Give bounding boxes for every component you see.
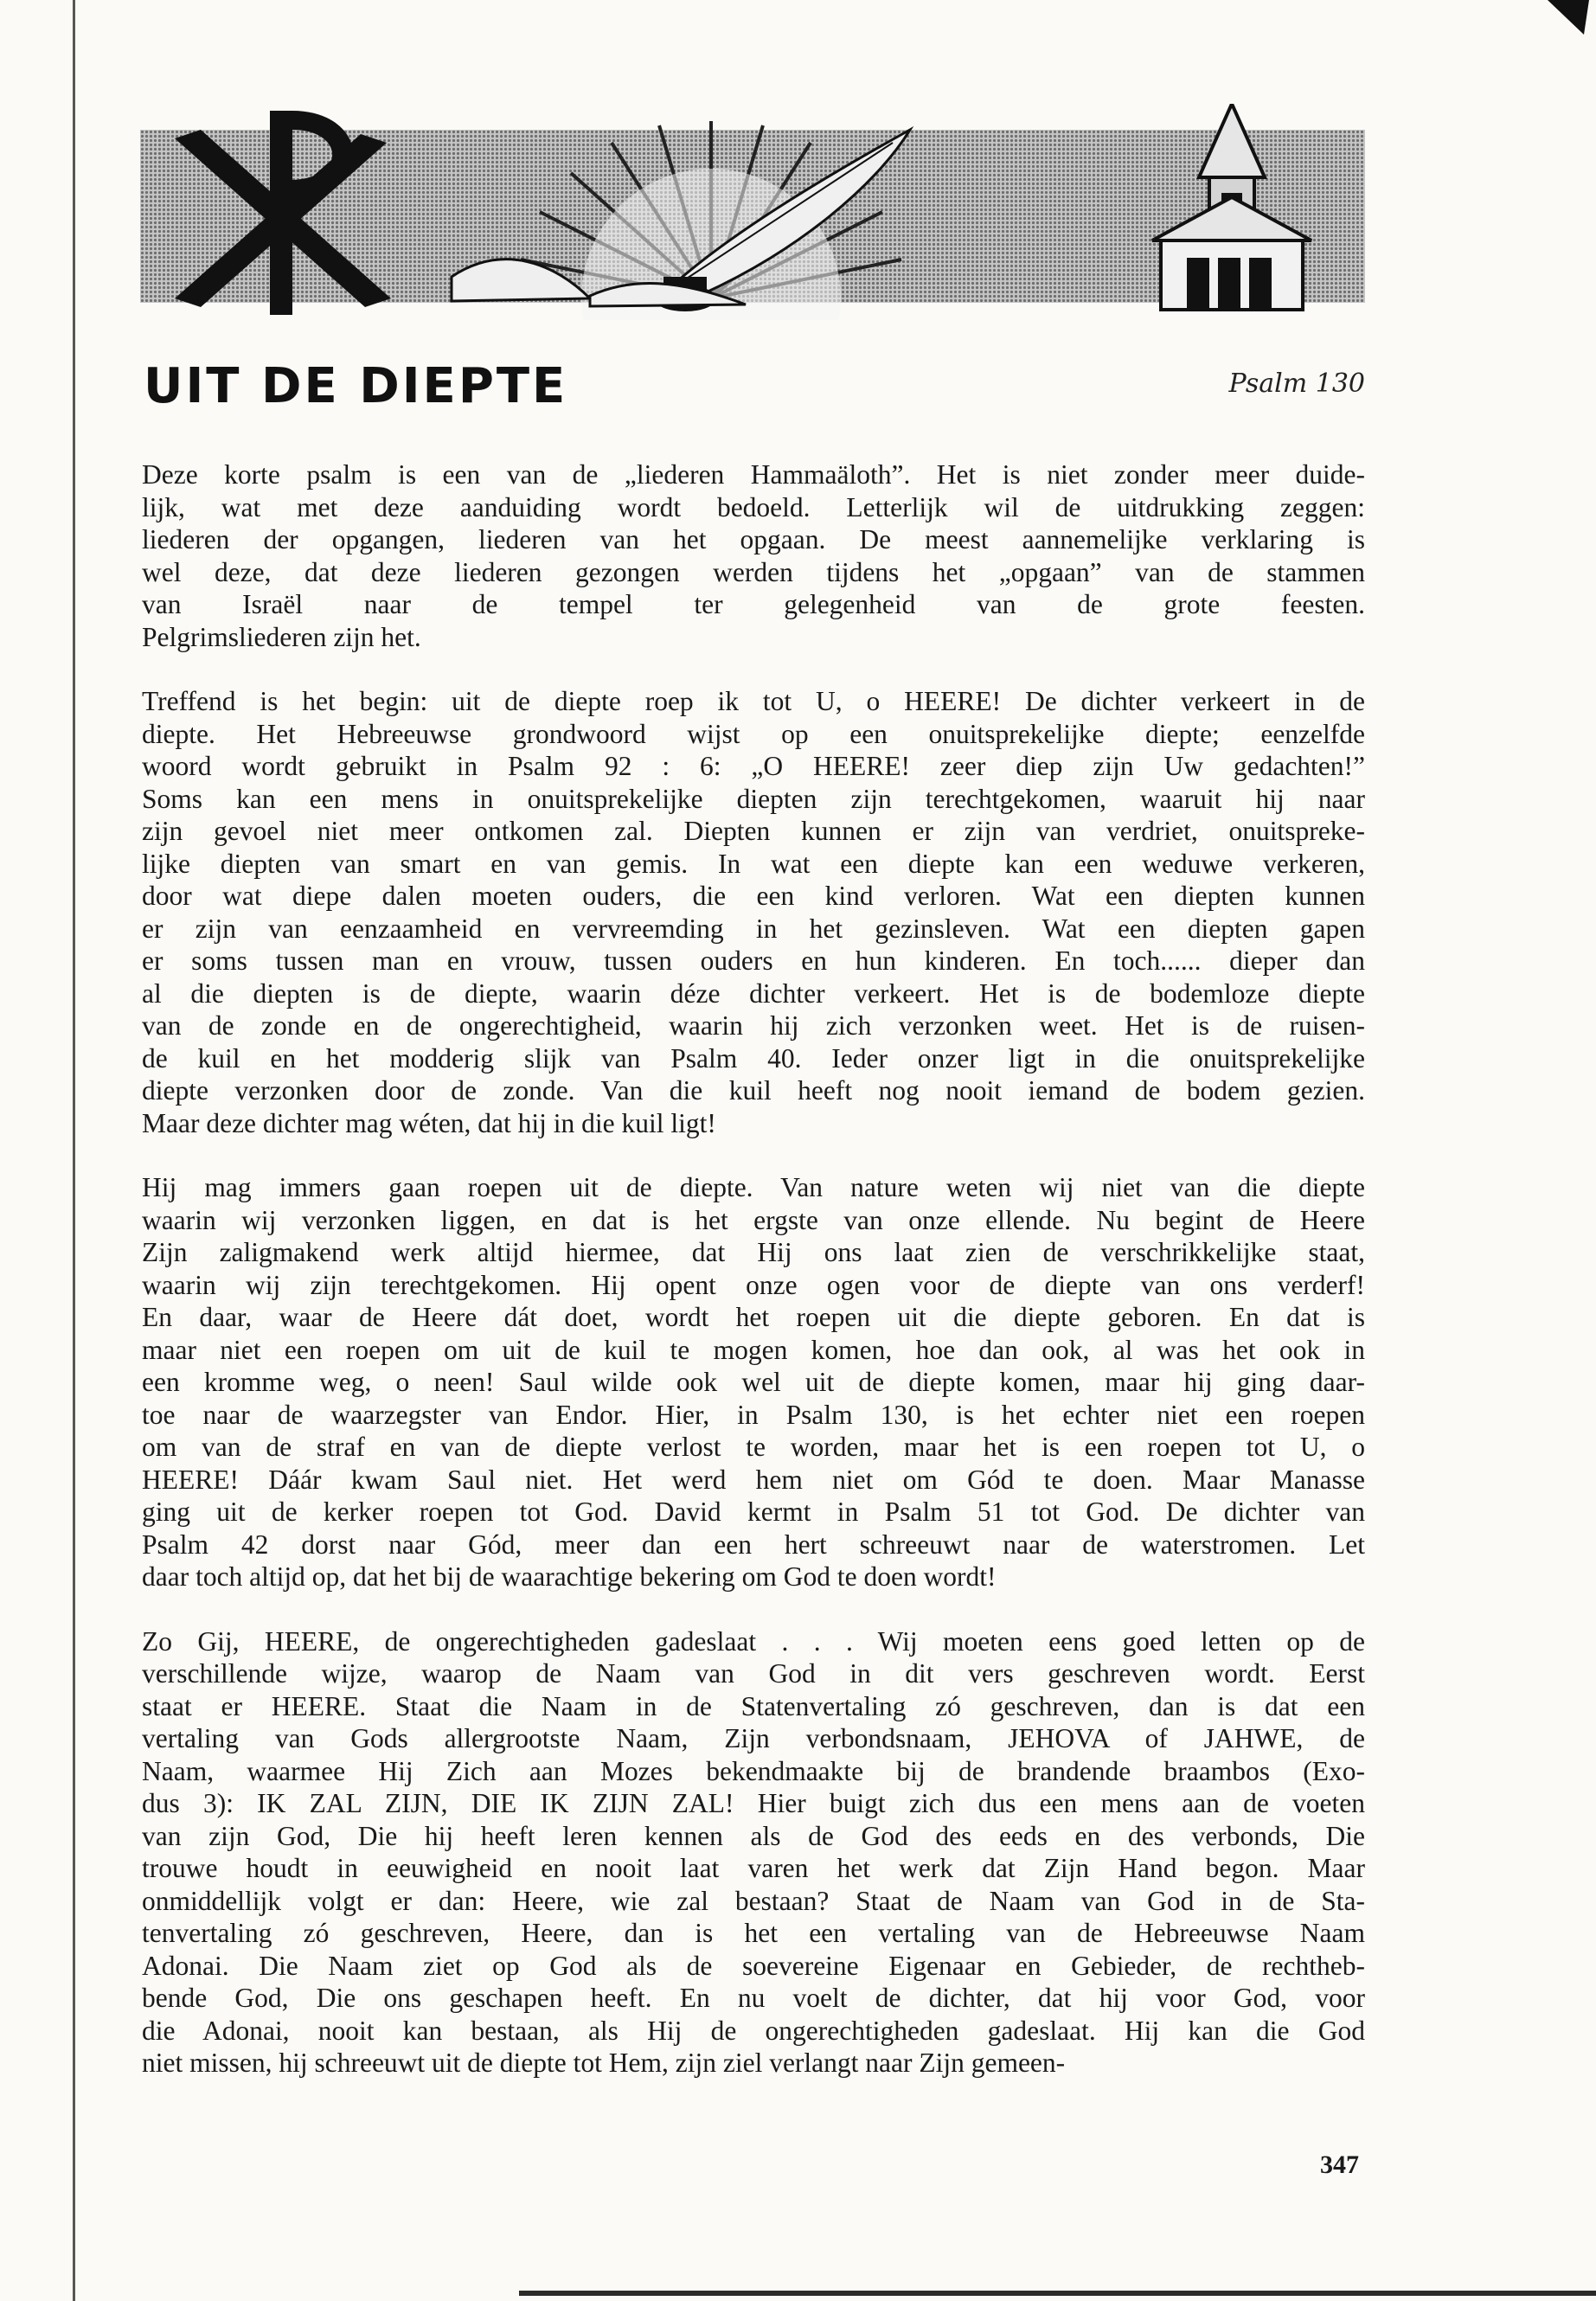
text-line: om van de straf en van de diepte verlost te worden, maar het is een roepen tot U, o (142, 1432, 1365, 1462)
text-line: daar toch altijd op, dat het bij de waarachtige bekering om God te doen wordt! (142, 1561, 997, 1592)
text-line: ging uit de kerker roepen tot God. David kermt in Psalm 51 tot God. De dichter van (142, 1497, 1365, 1527)
bottom-edge-rule (519, 2291, 1596, 2296)
text-line: al die diepten is de diepte, waarin déze dichter verkeert. Het is de bodemloze diepte (142, 977, 1365, 1009)
text-line: tenvertaling zó geschreven, Heere, dan is het een vertaling van de Hebreeuwse Naam (142, 1918, 1365, 1948)
text-line: de kuil en het modderig slijk van Psalm 40. Ieder onzer ligt in die onuitsprekelijke (142, 1042, 1365, 1074)
corner-triangle-mark (1548, 0, 1589, 35)
text-line: Treffend is het begin: uit de diepte roep ik tot U, o HEERE! De dichter verkeert in de (142, 686, 1365, 716)
text-line: verschillende wijze, waarop de Naam van God in dit vers geschreven wordt. Eerst (142, 1658, 1365, 1689)
text-line: wel deze, dat deze liederen gezongen werden tijdens het „opgaan” van de stammen (142, 556, 1365, 587)
text-line: diepte. Het Hebreeuwse grondwoord wijst op een onuitsprekelijke diepte; eenzelfde (142, 718, 1365, 749)
text-line: Zo Gij, HEERE, de ongerechtigheden gadeslaat . . . Wij moeten eens goed letten op de (142, 1625, 1365, 1657)
text-line: waarin wij zijn terechtgekomen. Hij opent onze ogen voor de diepte van ons verderf! (142, 1269, 1365, 1300)
text-line: toe naar de waarzegster van Endor. Hier, in Psalm 130, is het echter niet een roepen (142, 1399, 1365, 1430)
text-line: Pelgrimsliederen zijn het. (142, 621, 421, 652)
text-line: staat er HEERE. Staat die Naam in de Statenvertaling zó geschreven, dan is dat een (142, 1690, 1365, 1721)
text-line: En daar, waar de Heere dát doet, wordt het roepen uit die diepte geboren. En dat is (142, 1302, 1365, 1332)
text-line: zijn gevoel niet meer ontkomen zal. Diepten kunnen er zijn van verdriet, onuitspreke- (142, 816, 1365, 846)
header-banner (140, 104, 1365, 320)
text-line: van Israël naar de tempel ter gelegenheid van de grote feesten. (142, 589, 1365, 619)
text-line: lijke diepten van smart en van gemis. In wat een diepte kan een weduwe verkeren, (142, 848, 1365, 879)
text-line: Zijn zaligmakend werk altijd hiermee, dat Hij ons laat zien de verschrikkelijke staat, (142, 1237, 1365, 1267)
paragraph (142, 1625, 1365, 2080)
text-line: Adonai. Die Naam ziet op God als de soevereine Eigenaar en Gebieder, de rechtheb- (142, 1950, 1365, 1981)
text-line: Maar deze dichter mag wéten, dat hij in die kuil ligt! (142, 1107, 716, 1138)
paragraph (142, 458, 1365, 653)
text-line: Psalm 42 dorst naar Gód, meer dan een hert schreeuwt naar de waterstromen. Let (142, 1529, 1365, 1560)
text-line: HEERE! Dáár kwam Saul niet. Het werd hem niet om Gód te doen. Maar Manasse (142, 1464, 1365, 1495)
text-line: diepte verzonken door de zonde. Van die kuil heeft nog nooit iemand de bodem gezien. (142, 1075, 1365, 1106)
text-line: die Adonai, nooit kan bestaan, als Hij de ongerechtigheden gadeslaat. Hij kan die God (142, 2015, 1365, 2046)
text-line: bende God, Die ons geschapen heeft. En nu voelt de dichter, dat hij voor God, voor (142, 1983, 1365, 2013)
text-line: er soms tussen man en vrouw, tussen ouders en hun kinderen. En toch...... dieper dan (142, 945, 1365, 976)
text-line: van zijn God, Die hij heeft leren kennen als de God des eeds en des verbonds, Die (142, 1820, 1365, 1851)
paragraph (142, 1171, 1365, 1593)
text-line: waarin wij verzonken liggen, en dat is het ergste van onze ellende. Nu begint de Heere (142, 1204, 1365, 1235)
article-body (142, 458, 1365, 2112)
page-number: 347 (1320, 2150, 1359, 2179)
text-line: Naam, waarmee Hij Zich aan Mozes bekendmaakte bij de brandende braambos (Exo- (142, 1755, 1365, 1786)
text-line: lijk, wat met deze aanduiding wordt bedoeld. Letterlijk wil de uitdrukking zeggen: (142, 491, 1365, 522)
text-line: maar niet een roepen om uit de kuil te mogen komen, hoe dan ook, al was het ook in (142, 1334, 1365, 1365)
text-line: trouwe houdt in eeuwigheid en nooit laat varen het werk dat Zijn Hand begon. Maar (142, 1853, 1365, 1883)
text-line: Soms kan een mens in onuitsprekelijke diepten zijn terechtgekomen, waaruit hij naar (142, 783, 1365, 814)
text-line: Deze korte psalm is een van de „liederen Hammaäloth”. Het is niet zonder meer duide- (142, 459, 1365, 490)
text-line: woord wordt gebruikt in Psalm 92 : 6: „O HEERE! zeer diep zijn Uw gedachten!” (142, 751, 1365, 781)
text-line: Hij mag immers gaan roepen uit de diepte. Van nature weten wij niet van die diepte (142, 1172, 1365, 1202)
text-line: van de zonde en de ongerechtigheid, waarin hij zich verzonken weet. Het is de ruisen- (142, 1010, 1365, 1041)
text-line: onmiddellijk volgt er dan: Heere, wie zal bestaan? Staat de Naam van God in de Sta- (142, 1885, 1365, 1916)
text-line: een kromme weg, o neen! Saul wilde ook wel uit de diepte komen, maar hij ging daar- (142, 1367, 1365, 1397)
text-line: dus 3): IK ZAL ZIJN, DIE IK ZIJN ZAL! Hier buigt zich dus een mens aan de voeten (142, 1788, 1365, 1818)
text-line: liederen der opgangen, liederen van het opgaan. De meest aannemelijke verklaring is (142, 524, 1365, 554)
article-subtitle: Psalm 130 (1228, 369, 1365, 399)
text-line: niet missen, hij schreeuwt uit de diepte tot Hem, zijn ziel verlangt naar Zijn gemeen- (142, 2048, 1066, 2078)
article-title: UIT DE DIEPTE (144, 358, 568, 414)
text-line: er zijn van eenzaamheid en vervreemding in het gezinsleven. Wat een diepten gapen (142, 913, 1365, 944)
paragraph (142, 685, 1365, 1139)
text-line: vertaling van Gods allergrootste Naam, Zijn verbondsnaam, JEHOVA of JAHWE, de (142, 1723, 1365, 1753)
page-binding-edge (73, 0, 75, 2301)
text-line: door wat diepe dalen moeten ouders, die een kind verloren. Wat een diepten kunnen (142, 881, 1365, 911)
